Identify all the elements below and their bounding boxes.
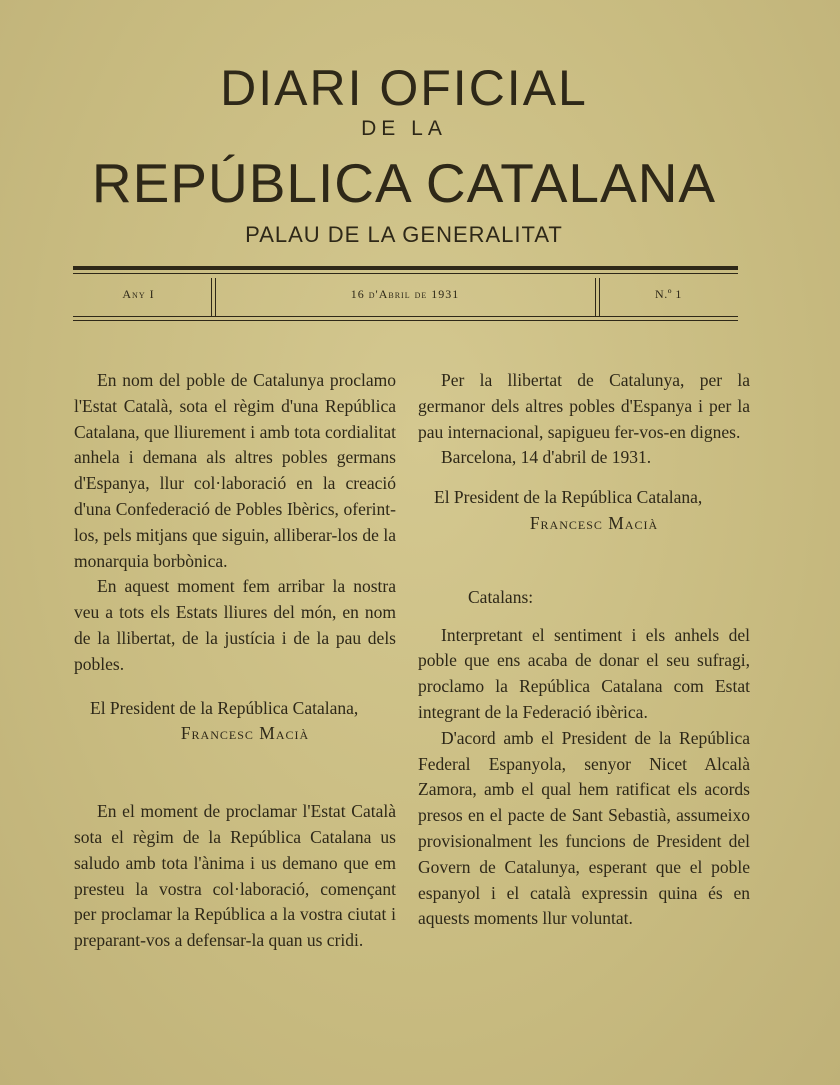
- signature-name: Francesc Macià: [180, 723, 310, 744]
- declaration-paragraph-1: Interpretant el sentiment i els anhels del poble que ens acaba de donar el seu sufragi, proclamo la República Catalana com Estat integrant de la Federació ibèrica.: [418, 624, 750, 722]
- left-column: [74, 368, 396, 954]
- masthead-title-line2: DE LA: [361, 117, 447, 140]
- appeal-paragraph: En el moment de proclamar l'Estat Català sota el règim de la República Catalana us saludo amb tota l'ànima i us demano que em presteu la vostra col·laboració, començant per proclamar la República a la vostra ciutat i preparant-vos a defensar-la quan us cridi.: [74, 801, 396, 951]
- issue-date: 16 d'Abril de 1931: [350, 287, 460, 301]
- salutation: Catalans:: [468, 586, 534, 607]
- place-date: Barcelona, 14 d'abril de 1931.: [441, 447, 652, 468]
- proclamation-paragraph-2: En aquest moment fem arribar la nostra veu a tots els Estats lliures del món, en nom de la llibertat, de la justícia i de la pau dels pobles.: [74, 576, 396, 674]
- declaration-paragraph-2: D'acord amb el President de la República Federal Espanyola, senyor Nicet Alcalà Zamora, amb el qual hem ratificat els acords presos en el pacte de Sant Sebastià, assumeixo provisionalment les funcions de President del Govern de Catalunya, esperant que el poble espanyol i el català expressin quina és en aquests moments llur voluntat.: [418, 727, 750, 929]
- masthead-rule-thick: [73, 266, 738, 270]
- masthead-title-line1: DIARI OFICIAL: [220, 60, 588, 116]
- info-rule-bottom-double: [73, 320, 738, 321]
- closing-paragraph: Per la llibertat de Catalunya, per la germanor dels altres pobles d'Espanya i per la pau internacional, sapigueu fer-vos-en dignes.: [418, 370, 750, 442]
- masthead-title-line3: REPÚBLICA CATALANA: [91, 152, 717, 214]
- signature-title: El President de la República Catalana,: [434, 487, 703, 508]
- divider: [211, 278, 212, 316]
- issue-info-row: [73, 278, 738, 316]
- issue-year: Any I: [122, 287, 155, 301]
- info-rule-bottom: [73, 316, 738, 317]
- right-column: [418, 368, 750, 932]
- signature-title: El President de la República Catalana,: [90, 697, 359, 718]
- masthead-subtitle: PALAU DE LA GENERALITAT: [245, 222, 563, 247]
- masthead-rule-thin: [73, 273, 738, 274]
- signature-name: Francesc Macià: [529, 512, 659, 533]
- issue-number: N.º 1: [655, 287, 682, 301]
- proclamation-paragraph-1: En nom del poble de Catalunya proclamo l'Estat Català, sota el règim d'una República Catalana, que lliurement i amb tota cordialitat anhela i demana als altres pobles germans d'Espanya, llur col·laboració en la creació d'una Confederació de Pobles Ibèrics, oferint-los, pels mitjans que siguin, alliberar-los de la monarquia borbònica.: [74, 370, 396, 571]
- divider: [595, 278, 596, 316]
